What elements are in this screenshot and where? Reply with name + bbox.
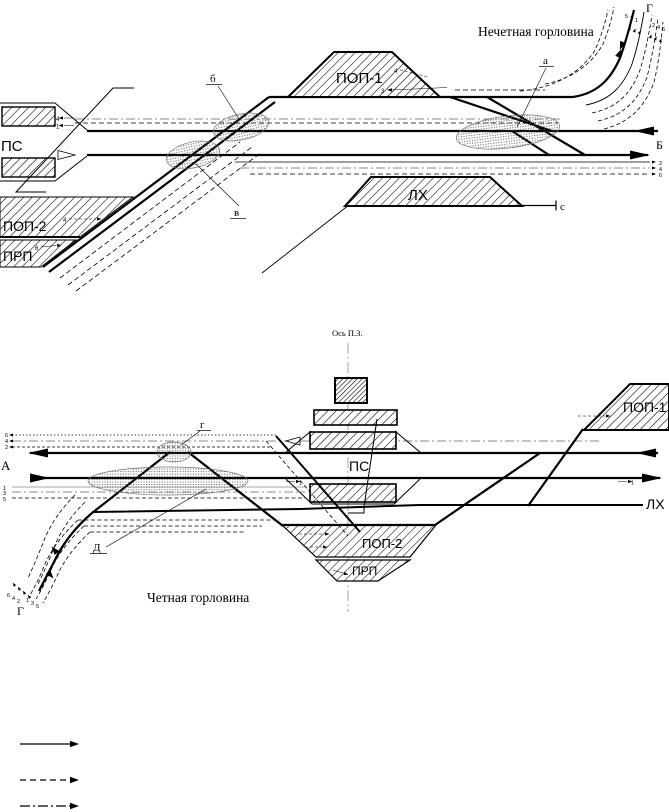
point-label-b: б: [210, 73, 216, 85]
platform-label-ps: ПС: [349, 458, 370, 474]
oval-a: [454, 110, 561, 154]
oval-b: [211, 108, 271, 145]
platform-shape: [345, 177, 522, 206]
route-number: 4: [394, 69, 398, 75]
top-ps-platforms: [0, 88, 134, 192]
tiny-arrow-right-icon: [652, 161, 656, 164]
crossover: [435, 453, 540, 525]
bottom-route-ovals: [88, 419, 248, 554]
tiny-arrow-icon: [12, 582, 17, 587]
top-lh: [345, 177, 565, 213]
exit-label-g: Г: [646, 1, 653, 15]
tiny-arrow-icon: [22, 590, 27, 595]
bottom-platform-pop1: [578, 384, 669, 430]
platform-shape: [2, 107, 55, 126]
track-number: 3: [3, 491, 7, 497]
exit-dashed-curve: [604, 22, 666, 129]
track-number: 2: [659, 161, 663, 167]
exit-dashed-curve: [38, 502, 85, 584]
legend-item-dashed: [20, 777, 79, 783]
tiny-arrow-right-icon: [652, 173, 656, 176]
track-number: 4: [659, 167, 663, 173]
track-number: 5: [3, 497, 7, 503]
route-number: 1: [56, 124, 60, 131]
track-number: 6: [659, 173, 663, 179]
track-number: 4: [12, 596, 16, 602]
thin-branch: [262, 205, 349, 273]
tiny-arrow-left-icon: [9, 434, 13, 437]
track-LH: [92, 505, 643, 512]
point-label-v: в: [234, 207, 240, 219]
arrowhead-left: [28, 449, 48, 458]
exit-label-g: Г: [17, 604, 24, 618]
arrowhead-right: [630, 151, 650, 160]
top-station: [0, 1, 665, 291]
route-number: 4: [56, 117, 60, 123]
route-number: 4: [63, 218, 67, 224]
route-number: 6: [35, 246, 39, 252]
top-station-title: Нечетная горловина: [478, 24, 594, 39]
top-platform-pop1: [288, 52, 447, 97]
track-number: 5: [36, 604, 40, 610]
track-number: 2: [652, 23, 656, 29]
end-label-c: с: [560, 201, 565, 213]
exit-dashed-curve: [36, 526, 84, 599]
tiny-arrow-icon: [638, 30, 642, 35]
leader-line: [218, 86, 239, 119]
arrowhead-right: [30, 474, 50, 483]
leader-line: [181, 431, 200, 445]
track-number: 6: [7, 593, 11, 599]
track-number: 1: [3, 486, 7, 492]
route-number: 1: [299, 480, 303, 487]
track-number: 3: [31, 601, 35, 607]
top-exit-labels: [625, 1, 665, 43]
bottom-pop2-prp: [282, 525, 436, 581]
open-arrow-left-icon: [286, 437, 300, 445]
route-number: 3: [381, 89, 385, 95]
platform-shape: [310, 484, 396, 502]
track-number: 4: [5, 439, 9, 445]
tiny-arrow-icon: [633, 28, 637, 33]
platform-label-pop2: ПОП-2: [362, 536, 403, 551]
legend-item-solid: [20, 741, 79, 747]
arrowhead-right-icon: [70, 803, 79, 809]
top-right-edge-numbers: [652, 161, 662, 179]
track-number: 4: [657, 25, 661, 31]
arrowhead-right: [642, 474, 662, 483]
leader-line: [196, 164, 239, 206]
track-number: 2: [5, 445, 9, 451]
platform-label-pop1: ПОП-1: [623, 399, 667, 415]
point-label-a: а: [543, 55, 548, 67]
platform-shape: [314, 410, 397, 425]
exit-dashed-curve: [545, 7, 614, 84]
tiny-arrow-left-icon: [9, 446, 13, 449]
platform-label-lh: ЛХ: [646, 496, 665, 512]
edge-label-b: Б: [656, 138, 663, 152]
tiny-arrow-right-icon: [652, 167, 656, 170]
tiny-arrow-icon: [649, 34, 653, 39]
platform-label-prp: ПРП: [352, 564, 378, 578]
edge-label-a: А: [1, 458, 11, 473]
point-label-g: г: [200, 419, 205, 431]
arrowhead-left: [634, 127, 654, 136]
track-number: 1: [635, 18, 639, 24]
bottom-station-title: Четная горловина: [147, 590, 250, 605]
legend: [20, 741, 79, 809]
platform-label-ps: ПС: [1, 138, 23, 155]
station-building: [335, 378, 367, 403]
arrowhead-right-icon: [70, 741, 79, 747]
exit-dashed-curve: [520, 10, 608, 91]
track-number: 1: [26, 598, 30, 604]
track-number: 6: [5, 433, 9, 439]
track-number: 3: [630, 16, 634, 22]
track-number: 6: [662, 27, 666, 33]
tiny-arrow-icon: [659, 38, 663, 43]
track-number: 5: [625, 14, 629, 20]
axis-label: Ось П.З.: [332, 328, 363, 338]
top-pop2-prp: [0, 197, 133, 267]
platform-label-pop2: ПОП-2: [3, 218, 47, 234]
point-label-d: Д: [93, 542, 101, 554]
exit-thin-curve: [586, 12, 644, 105]
oval-d: [88, 467, 248, 495]
legend-item-dash-dot: [20, 803, 79, 809]
platform-label-lh: ЛХ: [408, 187, 428, 204]
arrowhead-right-icon: [70, 777, 79, 783]
oval-g: [157, 442, 191, 462]
bottom-exit-curves: [28, 495, 92, 603]
tiny-arrow-icon: [17, 586, 22, 591]
platform-label-pop1: ПОП-1: [336, 70, 383, 87]
platform-label-prp: ПРП: [3, 248, 33, 264]
oval-v: [164, 137, 222, 174]
open-arrow-right-icon: [58, 151, 75, 160]
platform-shape: [310, 432, 396, 449]
bottom-station: [1, 328, 669, 618]
track-number: 2: [17, 599, 21, 605]
bottom-center-structures: [285, 378, 421, 513]
crossover: [528, 429, 583, 506]
platform-shape: [2, 158, 55, 177]
exit-dashed-curve: [592, 15, 652, 113]
tiny-arrow-left-icon: [9, 440, 13, 443]
arrowhead-left: [636, 449, 656, 458]
route-number: 1: [631, 480, 635, 487]
